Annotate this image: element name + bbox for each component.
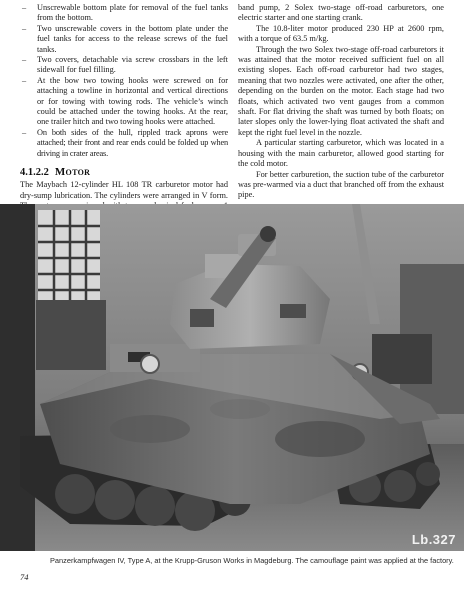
body-paragraph: The Maybach 12-cylinder HL 108 TR carburetor motor had dry-sump lubrication. The cylinders were arranged in V form. — [20, 180, 228, 200]
section-title: Motor — [54, 166, 91, 179]
body-paragraph: Through the two Solex two-stage off-road carburetors it was attained that the motor received sufficient fuel on all existing slopes. Each off-road carburetor had two stages, meaning that two nozzles were activated, one after the other, depending on the burden on the motor. Each stage had two floats, which activated two vent gauges from a common shaft. For flat driving the shaft was turned by both floats; on later slopes only the lower-lying float activated the shaft and kept the right fuel level in the nozzle. — [238, 44, 444, 137]
body-paragraph: The 10.8-liter motor produced 230 HP at 2600 rpm, with a torque of 63.5 m/kg. — [238, 23, 444, 44]
left-column — [20, 3, 228, 222]
body-paragraph: For better carburetion, the suction tube of the carburetor was pre-warmed via a duct that branched off from the exhaust pipe. — [238, 169, 444, 200]
list-item: – Unscrewable bottom plate for removal of the fuel tanks from the bottom. — [20, 3, 228, 24]
photo-marking: Lb.327 — [411, 532, 456, 547]
list-item: – Two covers, detachable via screw crossbars in the left sidewall for fuel filling. — [20, 55, 228, 76]
tank-photo-illustration — [0, 204, 464, 551]
factory-window — [36, 210, 106, 370]
feature-list — [20, 3, 228, 159]
photo-caption: Panzerkampfwagen IV, Type A, at the Krupp-Gruson Works in Magdeburg. The camouflage paint was applied at the factory. — [50, 556, 454, 565]
tank-photo — [0, 204, 464, 551]
section-heading — [20, 166, 228, 179]
section-number: 4.1.2.2 — [20, 167, 49, 179]
right-column — [238, 3, 444, 201]
body-paragraph: A particular starting carburetor, which was located in a housing with the main carburetor, allowed good starting for the cold motor. — [238, 138, 444, 169]
list-item: – On both sides of the hull, rippled track aprons were attached; their front and rear ends could be folded up when driving in crater areas. — [20, 128, 228, 159]
page-number: 74 — [20, 572, 29, 582]
list-item: – Two unscrewable covers in the bottom plate under the fuel tanks for access to the release screws of the fuel tanks. — [20, 24, 228, 55]
body-paragraph: band pump, 2 Solex two-stage off-road carburetors, one electric starter and one starting crank. — [238, 3, 444, 23]
list-item: – At the bow two towing hooks were screwed on for attaching a towline in horizontal and vertical directions or for towing with towing rods. The vehicle’s winch could be attached under the towing hooks. At the rear, one trailer hitch and two towing hooks were attached. — [20, 76, 228, 128]
